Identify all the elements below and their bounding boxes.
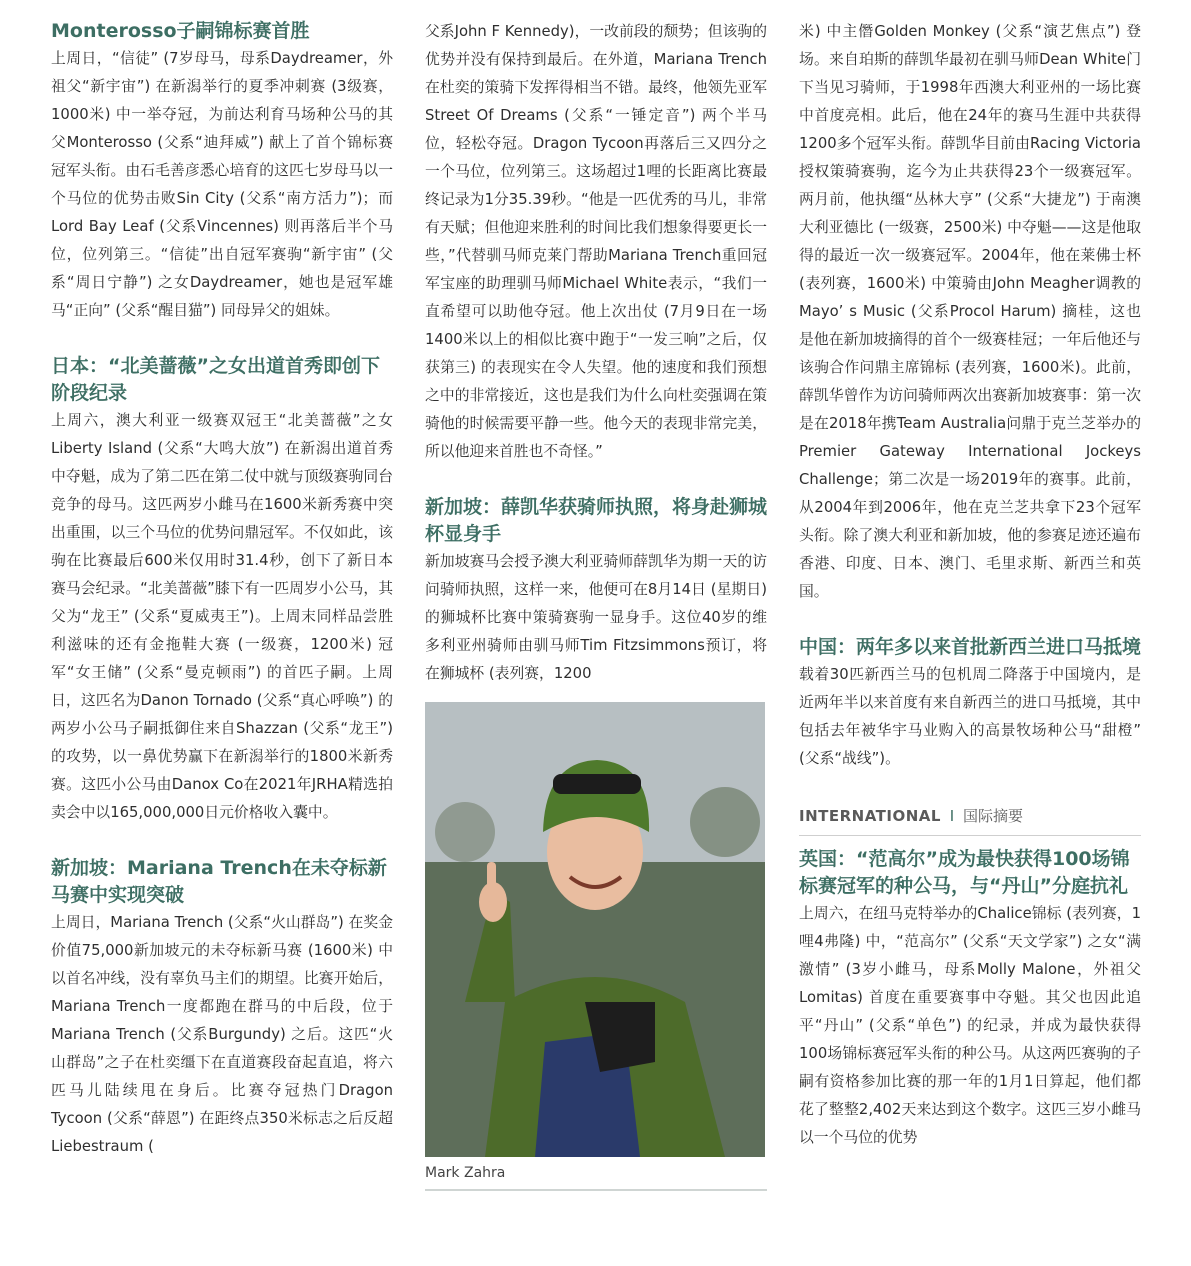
column-3	[799, 18, 1141, 1152]
jockey-illustration	[425, 702, 765, 1157]
article-body: 上周日，Mariana Trench (父系“火山群岛”) 在奖金价值75,000新加坡元的未夺标新马赛 (1600米) 中以首名冲线，没有辜负马主们的期望。比赛开始后，Mariana Trench一度都跑在群马的中后段，位于Mariana Trench (父系Burgundy) 之后。这匹“火山群岛”之子在杜奕缰下在直道赛段奋起直追，将六匹马儿陆续甩在身后。比赛夺冠热门Dragon Tycoon (父系“薛恩”) 在距终点350米标志之后反超Liebestraum (	[51, 914, 393, 1155]
section-label-separator: I	[949, 807, 955, 825]
article-body: 上周日，“信徒” (7岁母马，母系Daydreamer，外祖父“新宇宙”) 在新潟举行的夏季冲刺赛 (3级赛，1000米) 中一举夺冠，为前达利育马场种公马的其父Monterosso (父系“迪拜威”) 献上了首个锦标赛冠军头衔。由石毛善彦悉心培育的这匹七岁母马以一个马位的优势击败Sin City (父系“南方活力”)；而Lord Bay Leaf (父系Vincennes) 则再落后半个马位，位列第三。“信徒”出自冠军赛驹“新宇宙” (父系“周日宁静”) 之女Daydreamer，她也是冠军雄马“正向” (父系“醒目猫”) 同母异父的姐妹。	[51, 50, 393, 319]
jockey-photo	[425, 702, 765, 1157]
article-title: 新加坡：薛凯华获骑师执照，将身赴狮城杯显身手	[425, 496, 768, 545]
article-title: 日本：“北美蔷薇”之女出道首秀即创下阶段纪录	[51, 355, 380, 404]
photo-caption: Mark Zahra	[425, 1157, 767, 1191]
article-title: 英国：“范高尔”成为最快获得100场锦标赛冠军的种公马，与“丹山”分庭抗礼	[799, 848, 1130, 897]
article-body: 上周六，澳大利亚一级赛双冠王“北美蔷薇”之女Liberty Island (父系“大鸣大放”) 在新潟出道首秀中夺魁，成为了第二匹在第二仗中就与顶级赛驹同台竞争的母马。这匹两岁小雌马在1600米新秀赛中突出重围，以三个马位的优势问鼎冠军。不仅如此，该驹在比赛最后600米仅用时31.4秒，创下了新日本赛马会纪录。“北美蔷薇”膝下有一匹周岁小公马，其父为“龙王” (父系“夏威夷王”)。上周末同样品尝胜利滋味的还有金拖鞋大赛 (一级赛，1200米) 冠军“女王储” (父系“曼克顿雨”) 的首匹子嗣。上周日，这匹名为Danon Tornado (父系“真心呼唤”) 的两岁小公马子嗣抵御住来自Shazzan (父系“龙王”) 的攻势，以一鼻优势赢下在新潟举行的1800米新秀赛。这匹小公马由Danox Co在2021年JRHA精选拍卖会中以165,000,000日元价格收入囊中。	[51, 412, 393, 821]
article-body-continued: 父系John F Kennedy)，一改前段的颓势；但该驹的优势并没有保持到最后。在外道，Mariana Trench在杜奕的策骑下发挥得相当不错。最终，他领先亚军 Street Of Dreams (父系“一锤定音”) 两个半马位，轻松夺冠。Dragon Tycoon再落后三又四分之一个马位，位列第三。这场超过1哩的长距离比赛最终记录为1分35.39秒。“他是一匹优秀的马儿，非常有天赋；但他迎来胜利的时间比我们想象得要更长一些，”代替驯马师克莱门帮助Mariana Trench重回冠军宝座的助理驯马师Michael White表示，“我们一直希望可以助他夺冠。他上次出仗 (7月9日在一场1400米以上的相似比赛中跑于“一发三响”之后，仅获第三) 的表现实在令人失望。他的速度和我们预想之中的非常接近，这也是我们为什么向杜奕强调在策骑他的时候需要平静一些。他今天的表现非常完美，所以他迎来首胜也不奇怪。”	[425, 23, 767, 460]
article-title: 新加坡：Mariana Trench在未夺标新马赛中实现突破	[51, 857, 387, 906]
section-label-cn: 国际摘要	[962, 807, 1023, 825]
article-body: 新加坡赛马会授予澳大利亚骑师薛凯华为期一天的访问骑师执照，这样一来，他便可在8月14日 (星期日) 的狮城杯比赛中策骑赛驹一显身手。这位40岁的维多利亚州骑师由驯马师Tim Fitzsimmons预订，将在狮城杯 (表列赛，1200	[425, 553, 767, 682]
article-body: 上周六，在纽马克特举办的Chalice锦标 (表列赛，1哩4弗隆) 中，“范高尔” (父系“天文学家”) 之女“满激情” (3岁小雌马，母系Molly Malone，外祖父Lomitas) 首度在重要赛事中夺魁。其父也因此追平“丹山” (父系“单色”) 的纪录，并成为最快获得100场锦标赛冠军头衔的种公马。从这两匹赛驹的子嗣有资格参加比赛的那一年的1月1日算起，他们都花了整整2,402天来达到这个数字。这匹三岁小雌马以一个马位的优势	[799, 905, 1141, 1146]
section-label-en: INTERNATIONAL	[799, 807, 941, 825]
article-body-continued: 米) 中主僭Golden Monkey (父系“演艺焦点”) 登场。来自珀斯的薛凯华最初在驯马师Dean White门下当见习骑师，于1998年西澳大利亚州的一场比赛中首度亮相。此后，他在24年的赛马生涯中共获得1200多个冠军头衔。薛凯华目前由Racing Victoria授权策骑赛驹，迄今为止共获得23个一级赛冠军。两月前，他执缰“丛林大亨” (父系“大捷龙”) 于南澳大利亚德比 (一级赛，2500米) 中夺魁——这是他取得的最近一次一级赛冠军。2004年，他在莱佛士杯 (表列赛，1600米) 中策骑由John Meagher调教的Mayo’ s Music (父系Procol Harum) 摘桂，这也是他在新加坡摘得的首个一级赛桂冠；一年后他还与该驹合作问鼎主席锦标 (表列赛，1600米)。此前，薛凯华曾作为访问骑师两次出赛新加坡赛事：第一次是在2018年携Team Australia问鼎于克兰芝举办的Premier Gateway International Jockeys Challenge；第二次是一场2019年的赛事。此前，从2004年到2006年，他在克兰芝共拿下23个冠军头衔。除了澳大利亚和新加坡，他的参赛足迹还遍布香港、印度、日本、澳门、毛里求斯、新西兰和英国。	[799, 23, 1141, 600]
article-title: 中国：两年多以来首批新西兰进口马抵境	[799, 636, 1142, 658]
section-label	[799, 803, 1141, 836]
column-1	[51, 18, 393, 1161]
article-title: Monterosso子嗣锦标赛首胜	[51, 20, 310, 42]
article-body: 载着30匹新西兰马的包机周二降落于中国境内，是近两年半以来首度有来自新西兰的进口马抵境，其中包括去年被华宇马业购入的高景牧场种公马“甜橙” (父系“战线”)。	[799, 666, 1141, 767]
column-2	[425, 18, 767, 1191]
